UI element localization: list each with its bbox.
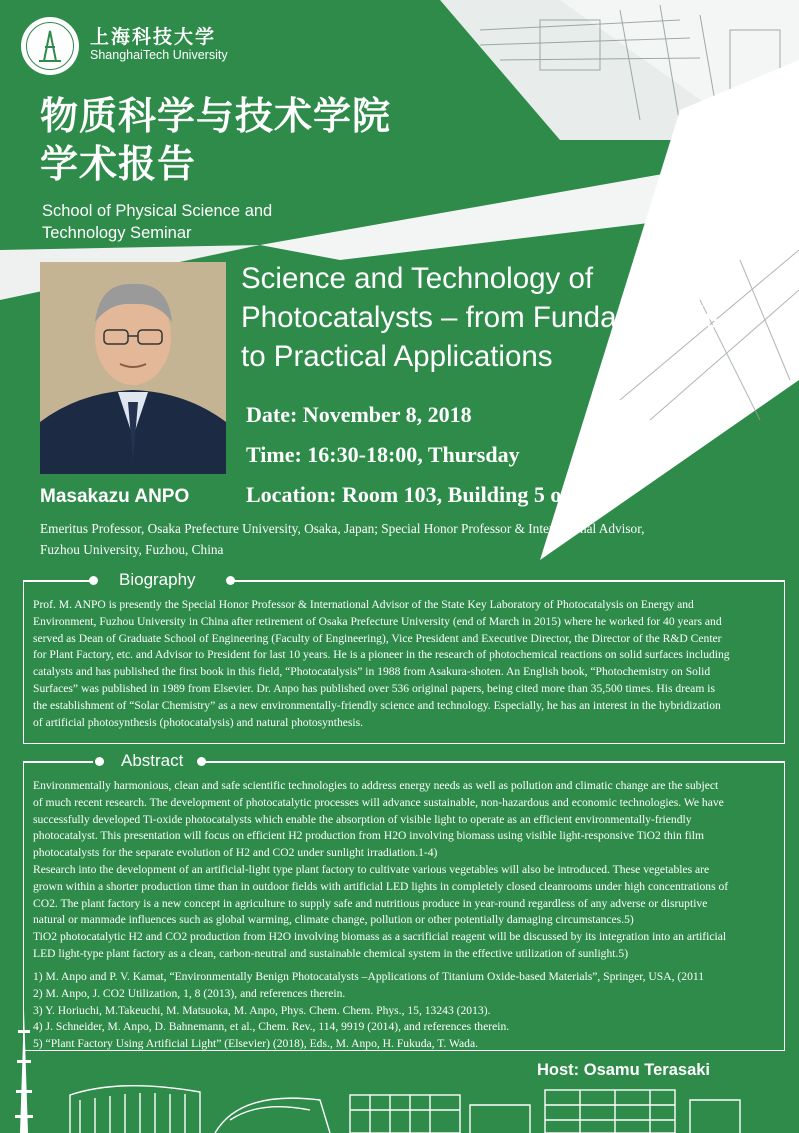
- bottom-buildings: [70, 1086, 740, 1133]
- talk-title: [241, 259, 720, 376]
- school-title-en-line2: Technology Seminar: [42, 224, 192, 242]
- speaker-affiliation: [40, 518, 780, 560]
- talk-title-line3: to Practical Applications: [241, 340, 553, 373]
- speaker-name: Masakazu ANPO: [40, 486, 190, 507]
- abstract-line: photocatalyst. This presentation will focus on efficient H2 production from H2O involving biomass using visible light-responsive TiO2 thin film: [33, 829, 704, 843]
- university-name-cn: 上海科技大学: [90, 26, 217, 48]
- bio-line: Surfaces” was published in 1989 from Elsevier. Dr. Anpo has published over 536 original papers, being cited more than 35,500 times. His dream is: [33, 681, 715, 695]
- bio-line: of artificial photosynthesis (photocatalysis) and natural photosynthesis.: [33, 715, 364, 729]
- abstract-line: of much recent research. The development of photocatalytic processes will advance sustainable, non-hazardous and economic technologies. We have: [33, 795, 724, 809]
- affiliation-line2: Fuzhou University, Fuzhou, China: [40, 542, 224, 557]
- host-name: Host: Osamu Terasaki: [537, 1061, 711, 1079]
- portrait-image: [40, 262, 226, 474]
- reference-item: 4) J. Schneider, M. Anpo, D. Bahnemann, et al., Chem. Rev., 114, 9919 (2014), and references therein.: [33, 1020, 510, 1034]
- talk-location: Location: Room 103, Building 5 of SPST: [246, 482, 627, 507]
- bio-line: Environment, Fuzhou University in China after retirement of Osaka Prefecture University (end of March in 2015) where he worked for 40 years and: [33, 614, 722, 628]
- abstract-line: LED light-type plant factory as a clean, carbon-neutral and sustainable chemical system in the effective utilization of sunlight.5): [33, 946, 629, 960]
- biography-text: [33, 597, 771, 731]
- bio-line: for Plant Factory, etc. and Advisor to President for last 10 years. He is a pioneer in the research of photochemical reactions on solid surfaces including: [33, 648, 730, 662]
- talk-date: Date: November 8, 2018: [246, 402, 472, 427]
- school-title-cn-line2: 学术报告: [40, 142, 197, 186]
- abstract-line: Research into the development of an artificial-light type plant factory to cultivate various vegetables will also be introduced. These vegetables are: [33, 862, 710, 876]
- bio-line: Prof. M. ANPO is presently the Special Honor Professor & International Advisor of the State Key Laboratory of Photocatalysis on Energy and: [33, 598, 694, 611]
- abstract-line: photocatalysts for the separate evolution of H2 and CO2 under sunlight irradiation.1-4): [33, 846, 438, 860]
- university-name-en: ShanghaiTech University: [90, 48, 228, 62]
- abstract-line: grown within a shorter production time than in outdoor fields with artificial LED lights in completely closed cleanrooms under high concentrations of: [33, 879, 729, 893]
- reference-item: 3) Y. Horiuchi, M.Takeuchi, M. Matsuoka, M. Anpo, Phys. Chem. Chem. Phys., 15, 13243 (2013).: [33, 1003, 491, 1017]
- abstract-line: TiO2 photocatalytic H2 and CO2 production from H2O involving biomass as a sacrificial reagent will be discussed by its integration into an artificial: [33, 930, 727, 944]
- bio-line: served as Dean of Graduate School of Engineering (Faculty of Engineering), Vice President and Executive Director, the Director of the R&D Center: [33, 631, 722, 645]
- talk-time: Time: 16:30-18:00, Thursday: [246, 442, 520, 467]
- abstract-line: successfully developed Ti-oxide photocatalysts which enable the absorption of visible light to operate as an efficient environmentally-friendly: [33, 812, 692, 826]
- affiliation-line1: Emeritus Professor, Osaka Prefecture University, Osaka, Japan; Special Honor Professor & International Advisor,: [40, 521, 645, 536]
- abstract-heading: Abstract: [121, 751, 184, 770]
- speaker-photo: [40, 262, 226, 474]
- abstract-text: [33, 778, 771, 963]
- abstract-line: CO2. The plant factory is a new concept in agriculture to supply safe and nutritious produce in year-round regardless of any adverse or disruptive: [33, 896, 708, 910]
- biography-heading: Biography: [119, 570, 196, 589]
- school-title-cn: [40, 92, 391, 188]
- talk-title-line2: Photocatalysts – from Fundamentals: [241, 301, 720, 334]
- bio-line: the establishment of “Solar Chemistry” as a new environmentally-friendly science and technology. Especially, he has an interest in the hybridization: [33, 698, 721, 712]
- talk-title-line1: Science and Technology of: [241, 262, 594, 295]
- logo-tower-icon: [35, 29, 65, 63]
- bio-line: catalysts and has published the first book in this field, “Photocatalysis” in 1988 from Asakura-shoten. An English book, “Photochemistry on Solid: [33, 665, 711, 679]
- reference-item: 1) M. Anpo and P. V. Kamat, “Environmentally Benign Photocatalysts –Applications of Titanium Oxide-based Materials”, Springer, USA, (2011: [33, 970, 705, 983]
- reference-item: 2) M. Anpo, J. CO2 Utilization, 1, 8 (2013), and references therein.: [33, 986, 346, 1000]
- school-title-en: [42, 200, 272, 244]
- abstract-line: natural or manmade influences such as global warming, climate change, pollution or other potentially damaging circumstances.5): [33, 913, 634, 927]
- school-title-cn-line1: 物质科学与技术学院: [40, 94, 392, 138]
- reference-item: 5) “Plant Factory Using Artificial Light” (Elsevier) (2018), Eds., M. Anpo, H. Fukuda, T. Wada.: [33, 1037, 479, 1051]
- school-title-en-line1: School of Physical Science and: [42, 202, 273, 220]
- university-logo: [21, 17, 79, 75]
- abstract-line: Environmentally harmonious, clean and safe scientific technologies to address energy needs as well as pollution and climatic change are the subject: [33, 779, 719, 792]
- references-list: [33, 969, 778, 1053]
